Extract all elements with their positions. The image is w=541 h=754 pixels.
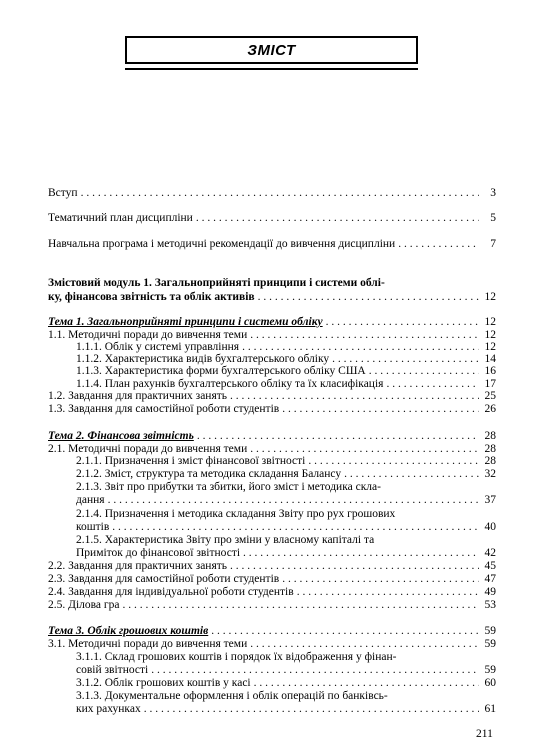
title-box — [125, 36, 418, 64]
toc-entry[interactable]: дання . . . 37 — [76, 494, 496, 506]
toc-entry-line: 3.1.1. Склад грошових коштів і порядок їх відображення у фінан- — [76, 651, 397, 663]
toc-entry[interactable]: 3.1. Методичні поради до вивчення теми . . . 59 — [48, 638, 496, 650]
toc-entry[interactable]: 2.3. Завдання для самостійної роботи студентів . . . 47 — [48, 573, 496, 585]
toc-entry[interactable]: 1.1. Методичні поради до вивчення теми . . . 12 — [48, 329, 496, 341]
toc-entry[interactable]: коштів . . . 40 — [76, 521, 496, 533]
toc-entry[interactable]: 1.1.3. Характеристика форми бухгалтерського обліку США . . . 16 — [76, 365, 496, 377]
toc-entry[interactable]: совій звітності . . . 59 — [76, 664, 496, 676]
toc-entry[interactable]: 1.3. Завдання для самостійної роботи студентів . . . 26 — [48, 403, 496, 415]
tema-3-heading[interactable]: Тема 3. Облік грошових коштів . . . 59 — [48, 625, 496, 637]
module-heading: Змістовий модуль 1. Загальноприйняті принципи і системи облі- — [48, 277, 385, 289]
tema-1-heading[interactable]: Тема 1. Загальноприйняті принципи і системи обліку . . . 12 — [48, 316, 496, 328]
toc-entry[interactable]: Тематичний план дисципліни . . . 5 — [48, 212, 496, 224]
toc-entry[interactable]: 2.1.1. Призначення і зміст фінансової звітності . . . 28 — [76, 455, 496, 467]
toc-entry[interactable]: 2.1. Методичні поради до вивчення теми . . . 28 — [48, 443, 496, 455]
toc-entry[interactable]: 2.5. Ділова гра . . . 53 — [48, 599, 496, 611]
toc-entry-line: 2.1.5. Характеристика Звіту про зміни у власному капіталі та — [76, 534, 375, 546]
page-number: 211 — [476, 728, 493, 740]
toc-entry[interactable]: Приміток до фінансової звітності . . . 42 — [76, 547, 496, 559]
page-title: ЗМІСТ — [247, 41, 296, 59]
toc-entry[interactable]: Навчальна програма і методичні рекомендації до вивчення дисципліни . . . 7 — [48, 238, 496, 250]
toc-entry[interactable]: Вступ . . . 3 — [48, 187, 496, 199]
toc-entry[interactable]: ких рахунках . . . 61 — [76, 703, 496, 715]
toc-entry[interactable]: 2.4. Завдання для індивідуальної роботи студентів . . . 49 — [48, 586, 496, 598]
toc-entry[interactable]: 1.1.1. Облік у системі управління . . . 12 — [76, 341, 496, 353]
toc-entry[interactable]: 1.1.4. План рахунків бухгалтерського обліку та їх класифікація . . . 17 — [76, 378, 496, 390]
toc-entry[interactable]: 3.1.2. Облік грошових коштів у касі . . . 60 — [76, 677, 496, 689]
toc-entry-line: 2.1.4. Призначення і методика складання Звіту про рух грошових — [76, 508, 396, 520]
toc-entry[interactable]: 1.1.2. Характеристика видів бухгалтерського обліку . . . 14 — [76, 353, 496, 365]
module-entry[interactable]: ку, фінансова звітність та облік активів . . . 12 — [48, 291, 496, 303]
toc-entry[interactable]: 2.2. Завдання для практичних занять . . . 45 — [48, 560, 496, 572]
toc-entry[interactable]: 2.1.2. Зміст, структура та методика складання Балансу . . . 32 — [76, 468, 496, 480]
toc-entry-line: 2.1.3. Звіт про прибутки та збитки, його зміст і методика скла- — [76, 481, 381, 493]
toc-entry[interactable]: 1.2. Завдання для практичних занять . . . 25 — [48, 390, 496, 402]
toc-entry-line: 3.1.3. Документальне оформлення і облік операцій по банківсь- — [76, 690, 388, 702]
tema-2-heading[interactable]: Тема 2. Фінансова звітність . . . 28 — [48, 430, 496, 442]
